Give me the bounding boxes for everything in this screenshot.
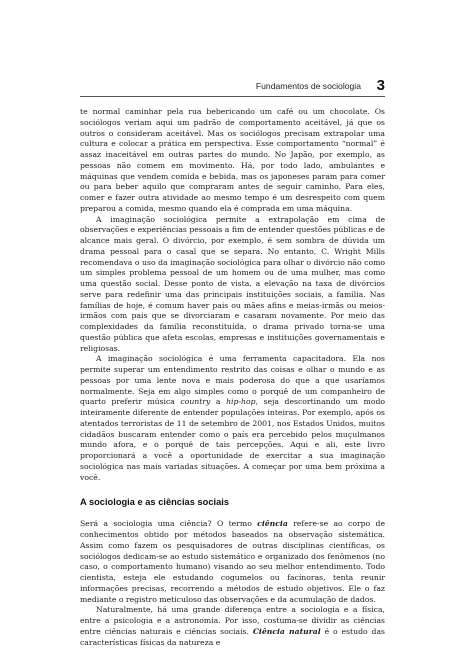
body-text [80,107,385,648]
page-header [80,79,385,95]
header-rule [80,96,385,97]
term-hip-hop: hip-hop [226,397,256,407]
paragraph-2: A imaginação sociológica permite a extrapolação em cima de observações e experiências pessoais a fim de entender questões públicas e de alcance mais geral. O divórcio, por exemplo, é sem sombra de dúvida um drama pessoal para o casal que se separa. No entanto, C. Wright Mills recomendava o uso da imaginação sociológica para olhar o divórcio não como um simples problema pessoal de um homem ou de uma mulher, mas como uma questão social. Desse ponto de vista, a elevação na taxa de divórcios serve para redefinir uma das principais instituições sociais, a família. Nas famílias de hoje, é comum haver pais ou mães afins e meias-irmãs ou meios-irmãos com pais que se divorciaram e casaram novamente. Por meio das complexidades da família reconstituída, o drama privado torna-se uma questão pública que afeta escolas, empresas e instituições governamentais e religiosas. [80,214,385,353]
term-country: country [180,397,211,407]
page-number: 3 [376,77,385,94]
paragraph-5: Naturalmente, há uma grande diferença entre a sociologia e a física, entre a psicologia e a astronomia. Por isso, costuma-se dividir as ciências entre ciências naturais e ciências sociais. Ciência natural é o estudo das características físicas da natureza e [80,605,385,647]
paragraph-1: te normal caminhar pela rua bebericando um café ou um chocolate. Os sociólogos veriam aqui um padrão de comportamento aceitável, já que os outros o consideram aceitável. Mas os sociólogos precisam extrapolar uma cultura e colocar a prática em perspectiva. Esse comportamento “normal” é assaz inaceitável em outras partes do mundo. No Japão, por exemplo, as pessoas não comem em movimento. Há, por todo lado, ambulantes e máquinas que vendem comida e bebida, mas os japoneses param para comer ou para beber aquilo que compraram antes de seguir caminho. Para eles, comer e fazer outra atividade ao mesmo tempo é um desrespeito com quem preparou a comida, mesmo quando ela é comprada em uma máquina. [80,107,385,213]
term-ciencia-natural: Ciência natural [252,626,321,636]
paragraph-4: Será a sociologia uma ciência? O termo ciência refere-se ao corpo de conhecimentos obtido por métodos baseados na observação sistemática. Assim como fazem os pesquisadores de outras disciplinas científicas, os sociólogos dedicam-se ao estudo sistemático e organizado dos fenômenos (no caso, o comportamento humano) visando ao seu melhor entendimento. Todo cientista, esteja ele estudando cogumelos ou facínoras, tenta reunir informações precisas, recorrendo a métodos de estudo objetivos. Ele o faz mediante o registro meticuloso das observações e da acumulação de dados. [80,519,385,604]
term-ciencia: ciência [257,519,288,529]
paragraph-3: A imaginação sociológica é uma ferramenta capacitadora. Ela nos permite superar um entendimento restrito das coisas e olhar o mundo e as pessoas por uma lente nova e mais poderosa do que a que usaríamos normalmente. Seja em algo simples como o porquê de um companheiro de quarto preferir música country a hip-hop, seja descortinando um modo inteiramente diferente de entender populações inteiras. Por exemplo, após os atentados terroristas de 11 de setembro de 2001, nos Estados Unidos, muitos cidadãos buscaram entender como o país era percebido pelos muçulmanos mundo afora, e o porquê de tais percepções. Aqui e ali, este livro proporcionará a você a oportunidade de exercitar a sua imaginação sociológica nas mais variadas situações. A começar por uma bem próxima a você. [80,354,385,482]
running-head: Fundamentos de sociologia [255,81,361,91]
section-heading: A sociologia e as ciências sociais [80,497,229,508]
